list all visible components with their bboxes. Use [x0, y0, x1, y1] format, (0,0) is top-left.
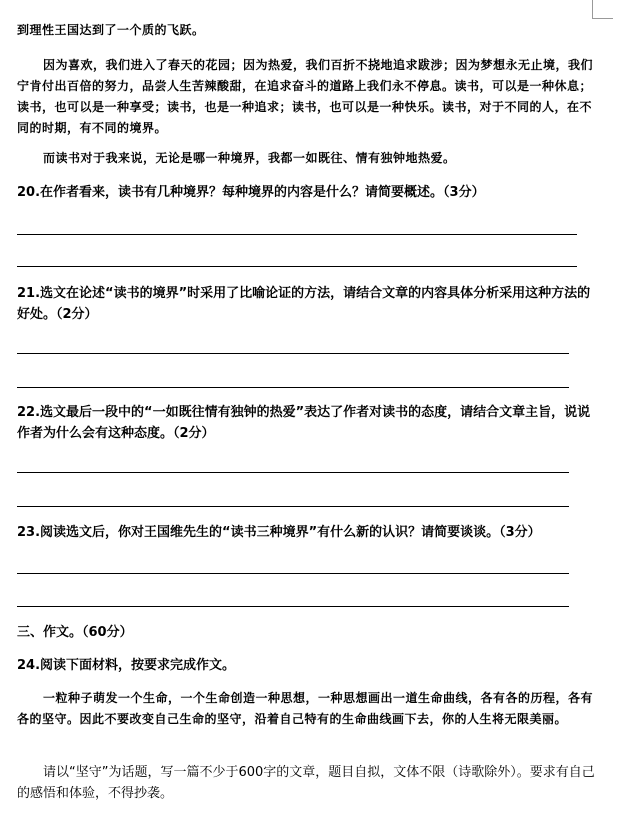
- question-20: 20.在作者看来，读书有几种境界？每种境界的内容是什么？请简要概述。（3分）: [17, 185, 485, 200]
- answer-line[interactable]: [17, 472, 569, 473]
- passage-paragraph-2: 而读书对于我来说，无论是哪一种境界，我都一如既往、情有独钟地热爱。: [43, 151, 456, 165]
- essay-instruction: 请以“坚守”为话题，写一篇不少于600字的文章，题目自拟，文体不限（诗歌除外）。要求有自己的感悟和体验，不得抄袭。: [17, 765, 595, 801]
- question-21: 21.选文在论述“读书的境界”时采用了比喻论证的方法，请结合文章的内容具体分析采用这种方法的好处。（2分）: [17, 286, 591, 322]
- section-3-heading: 三、作文。（60分）: [17, 625, 133, 640]
- passage-paragraph-1: 因为喜欢，我们进入了春天的花园；因为热爱，我们百折不挠地追求跋涉；因为梦想永无止境，我们宁肯付出百倍的努力，品尝人生苦辣酸甜，在追求奋斗的道路上我们永不停息。读书，可以是一种休息；读书，也可以是一种享受；读书，也是一种追求；读书，也可以是一种快乐。读书，对于不同的人，在不同的时期，有不同的境界。: [17, 58, 594, 135]
- answer-line[interactable]: [17, 234, 577, 235]
- page-corner-mark: [592, 0, 613, 19]
- answer-line[interactable]: [17, 506, 569, 507]
- question-23: 23.阅读选文后，你对王国维先生的“读书三种境界”有什么新的认识？请简要谈谈。（3分）: [17, 525, 541, 540]
- answer-line[interactable]: [17, 353, 569, 354]
- question-22: 22.选文最后一段中的“一如既往情有独钟的热爱”表达了作者对读书的态度，请结合文章主旨，说说作者为什么会有这种态度。（2分）: [17, 405, 591, 441]
- answer-line[interactable]: [17, 266, 577, 267]
- passage-line-0: 到理性王国达到了一个质的飞跃。: [17, 23, 205, 37]
- answer-line[interactable]: [17, 387, 569, 388]
- question-24: 24.阅读下面材料，按要求完成作文。: [17, 658, 236, 673]
- essay-material: 一粒种子萌发一个生命，一个生命创造一种思想，一种思想画出一道生命曲线，各有各的历程，各有各的坚守。因此不要改变自己生命的坚守，沿着自己特有的生命曲线画下去，你的人生将无限美丽。: [17, 691, 594, 726]
- answer-line[interactable]: [17, 606, 569, 607]
- answer-line[interactable]: [17, 573, 569, 574]
